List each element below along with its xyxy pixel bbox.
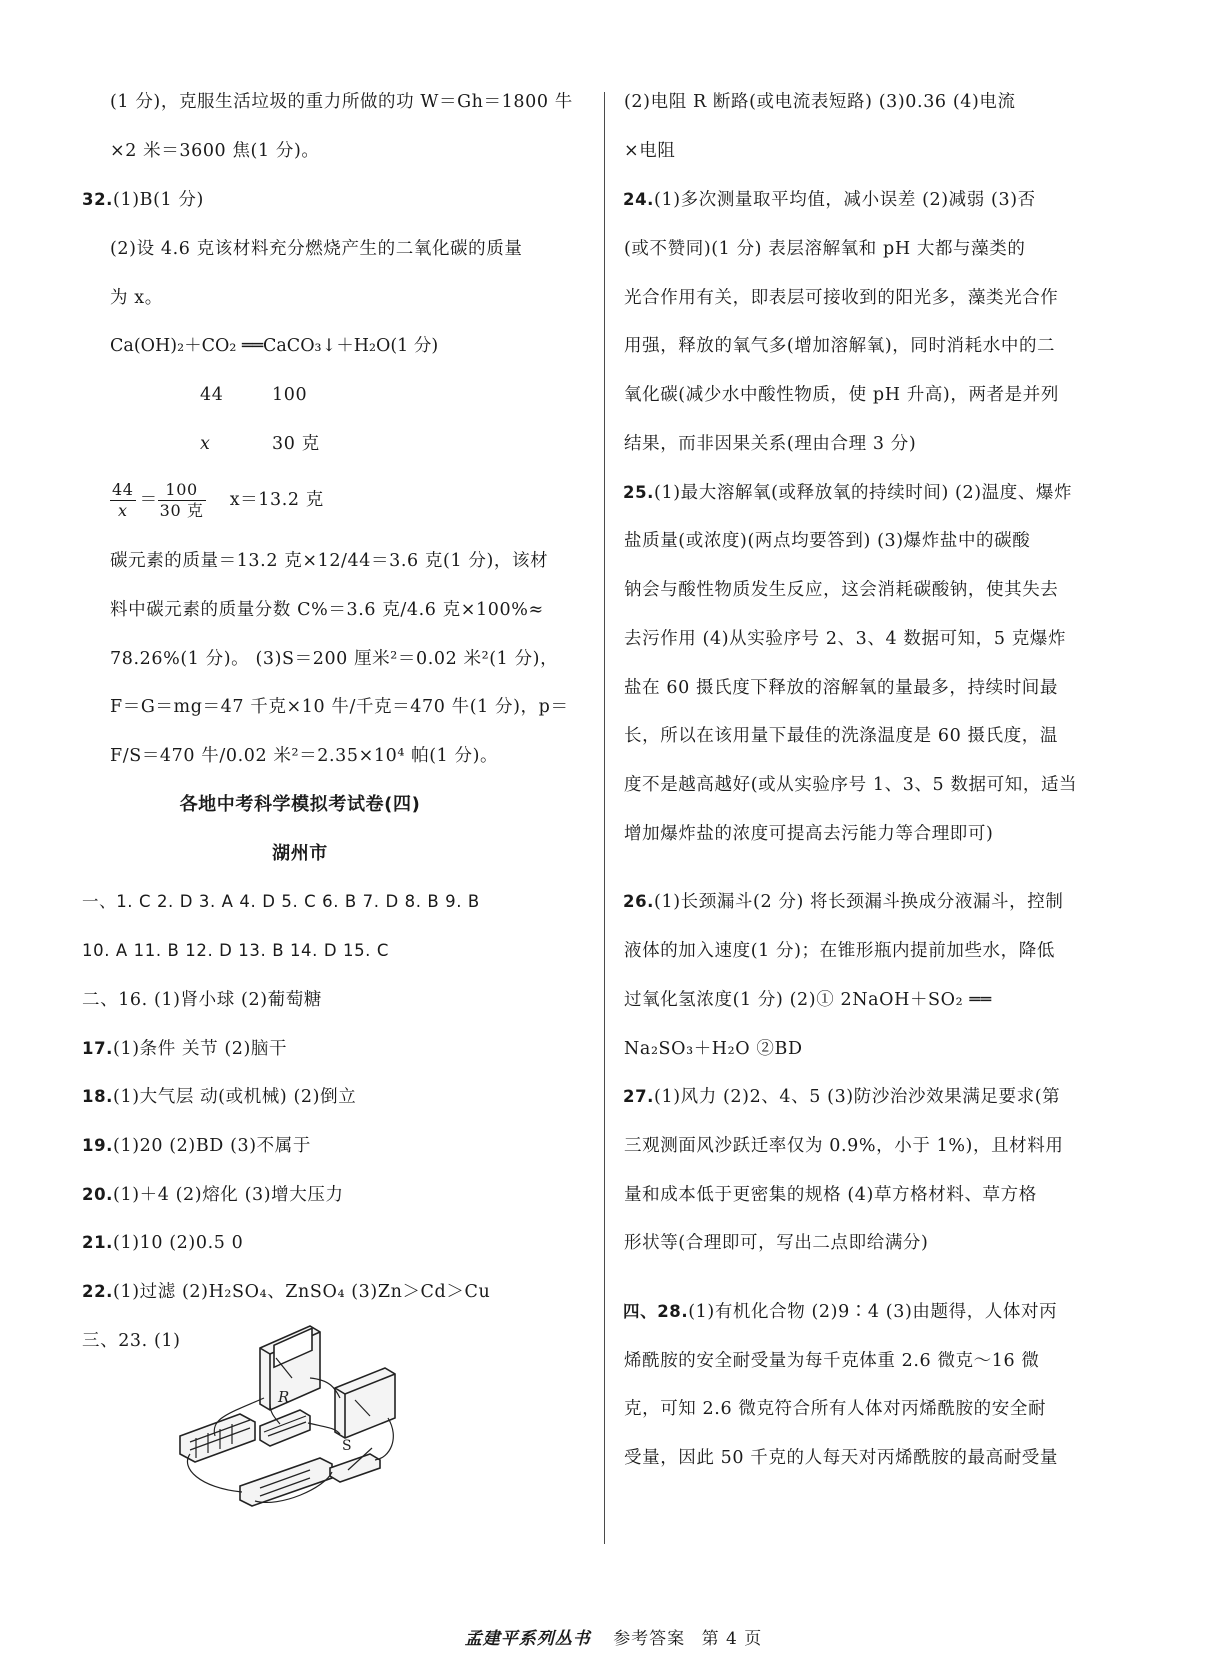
text-line: 用强，释放的氧气多(增加溶解氧)，同时消耗水中的二	[624, 336, 1056, 356]
multiple-choice-answers: 一、1. C 2. D 3. A 4. D 5. C 6. B 7. D 8. B 9. B	[82, 892, 480, 911]
answer-text: (1)B(1 分)	[113, 190, 204, 210]
city-heading: 湖州市	[272, 843, 328, 864]
question-number: 22.	[82, 1282, 114, 1301]
switch-base	[330, 1454, 380, 1482]
fraction: $\frac{44}{x}$	[112, 480, 134, 520]
answer-text: (1)长颈漏斗(2 分) 将长颈漏斗换成分液漏斗，控制	[654, 892, 1064, 912]
question-number: 21.	[82, 1233, 114, 1252]
question-24	[623, 187, 1036, 213]
resistor-body	[260, 1410, 310, 1446]
text-line: 度不是越高越好(或从实验序号 1、3、5 数据可知，适当	[624, 775, 1078, 795]
answer-text: (1)20 (2)BD (3)不属于	[113, 1136, 311, 1156]
question-28	[623, 1299, 1057, 1325]
text-line: Na₂SO₃＋H₂O ②BD	[624, 1039, 803, 1059]
question-number: 17.	[82, 1039, 114, 1058]
question-number: 32.	[82, 190, 114, 209]
chemical-equation: Ca(OH)₂＋CO₂ ══CaCO₃↓＋H₂O(1 分)	[110, 336, 439, 356]
text-line: 碳元素的质量＝13.2 克×12/44＝3.6 克(1 分)，该材	[110, 551, 549, 571]
answer-text: (1)多次测量取平均值，减小误差 (2)减弱 (3)否	[654, 190, 1036, 210]
switch-label: S	[342, 1438, 352, 1454]
page-footer	[0, 1624, 1227, 1649]
equation-value: 100	[272, 385, 308, 405]
text-line: 去污作用 (4)从实验序号 2、3、4 数据可知，5 克爆炸	[624, 629, 1067, 649]
question-25	[623, 480, 1072, 506]
answer-text: (1)10 (2)0.5 0	[113, 1233, 244, 1253]
question-20	[82, 1182, 344, 1208]
page-number: 第 4 页	[701, 1629, 763, 1649]
text-line: 增加爆炸盐的浓度可提高去污能力等合理即可)	[624, 824, 994, 844]
equation-value: x	[200, 434, 211, 454]
fraction-result: x＝13.2 克	[229, 490, 324, 510]
text-line: 长，所以在该用量下最佳的洗涤温度是 60 摄氏度，温	[624, 726, 1058, 746]
question-number: 18.	[82, 1087, 114, 1106]
text-line: 结果，而非因果关系(理由合理 3 分)	[624, 434, 917, 454]
question-number: 四、28.	[623, 1302, 689, 1321]
question-21	[82, 1230, 243, 1256]
question-19	[82, 1133, 311, 1159]
text-line: 烯酰胺的安全耐受量为每千克体重 2.6 微克～16 微	[624, 1351, 1040, 1371]
text-line: (或不赞同)(1 分) 表层溶解氧和 pH 大都与藻类的	[624, 239, 1026, 259]
resistor-label: R	[278, 1388, 290, 1406]
text-line: 氧化碳(减少水中酸性物质，使 pH 升高)，两者是并列	[624, 385, 1059, 405]
question-18	[82, 1084, 356, 1110]
text-line: ×2 米＝3600 焦(1 分)。	[110, 141, 320, 161]
equation-value: 44	[200, 385, 224, 405]
question-number: 25.	[623, 483, 655, 502]
fraction-equation	[110, 480, 324, 521]
answer-text: (1)大气层 动(或机械) (2)倒立	[113, 1087, 357, 1107]
footer-label: 参考答案	[613, 1629, 686, 1649]
question-23: 三、23. (1)	[82, 1331, 181, 1351]
column-divider	[604, 92, 605, 1544]
question-26	[623, 889, 1063, 915]
text-line: 钠会与酸性物质发生反应，这会消耗碳酸钠，使其失去	[624, 580, 1059, 600]
text-line: 形状等(合理即可，写出二点即给满分)	[624, 1233, 929, 1253]
answer-text: (1)＋4 (2)熔化 (3)增大压力	[113, 1185, 344, 1205]
answer-text: (1)最大溶解氧(或释放氧的持续时间) (2)温度、爆炸	[654, 483, 1073, 503]
question-17	[82, 1036, 287, 1062]
text-line: 料中碳元素的质量分数 C%＝3.6 克/4.6 克×100%≈	[110, 600, 544, 620]
question-27	[623, 1084, 1060, 1110]
fraction: $\frac{100}{\text{30 克}}$	[159, 480, 204, 520]
text-line: (2)电阻 R 断路(或电流表短路) (3)0.36 (4)电流	[624, 92, 1016, 112]
answer-text: (1)有机化合物 (2)9∶4 (3)由题得，人体对丙	[688, 1302, 1058, 1322]
answer-text: (1)风力 (2)2、4、5 (3)防沙治沙效果满足要求(第	[654, 1087, 1061, 1107]
text-line: 三观测面风沙跃迁率仅为 0.9%，小于 1%)，且材料用	[624, 1136, 1064, 1156]
question-number: 24.	[623, 190, 655, 209]
circuit-diagram	[160, 1318, 440, 1518]
multiple-choice-answers: 10. A 11. B 12. D 13. B 14. D 15. C	[82, 941, 389, 960]
text-line: 受量，因此 50 千克的人每天对丙烯酰胺的最高耐受量	[624, 1448, 1058, 1468]
text-line: 过氧化氢浓度(1 分) (2)① 2NaOH＋SO₂ ══	[624, 990, 992, 1010]
question-16: 二、16. (1)肾小球 (2)葡萄糖	[82, 990, 322, 1010]
question-number: 19.	[82, 1136, 114, 1155]
text-line: 为 x。	[110, 288, 163, 308]
text-line: 液体的加入速度(1 分)；在锥形瓶内提前加些水，降低	[624, 941, 1055, 961]
text-line: F/S＝470 牛/0.02 米²＝2.35×10⁴ 帕(1 分)。	[110, 746, 499, 766]
question-number: 27.	[623, 1087, 655, 1106]
section-title: 各地中考科学模拟考试卷(四)	[179, 794, 421, 815]
text-line: 盐质量(或浓度)(两点均要答到) (3)爆炸盐中的碳酸	[624, 531, 1031, 551]
answer-text: (1)条件 关节 (2)脑干	[113, 1039, 288, 1059]
text-line: 78.26%(1 分)。 (3)S＝200 厘米²＝0.02 米²(1 分)，	[110, 649, 559, 669]
question-number: 26.	[623, 892, 655, 911]
text-line: 盐在 60 摄氏度下释放的溶解氧的量最多，持续时间最	[624, 678, 1058, 698]
text-line: (1 分)，克服生活垃圾的重力所做的功 W＝Gh＝1800 牛	[110, 92, 573, 112]
ammeter-body	[335, 1368, 395, 1438]
text-line: (2)设 4.6 克该材料充分燃烧产生的二氧化碳的质量	[110, 239, 523, 259]
equals-sign: ＝	[139, 490, 158, 510]
question-number: 20.	[82, 1185, 114, 1204]
equation-value: 30 克	[272, 434, 320, 454]
answer-text: (1)过滤 (2)H₂SO₄、ZnSO₄ (3)Zn＞Cd＞Cu	[113, 1282, 491, 1302]
text-line: F＝G＝mg＝47 千克×10 牛/千克＝470 牛(1 分)，p＝	[110, 697, 569, 717]
series-name: 孟建平系列丛书	[464, 1629, 591, 1649]
battery-box	[240, 1458, 332, 1506]
question-32	[82, 187, 204, 213]
text-line: 光合作用有关，即表层可接收到的阳光多，藻类光合作	[624, 288, 1059, 308]
question-22	[82, 1279, 490, 1305]
text-line: 克，可知 2.6 微克符合所有人体对丙烯酰胺的安全耐	[624, 1399, 1047, 1419]
text-line: 量和成本低于更密集的规格 (4)草方格材料、草方格	[624, 1185, 1037, 1205]
text-line: ×电阻	[624, 141, 676, 161]
